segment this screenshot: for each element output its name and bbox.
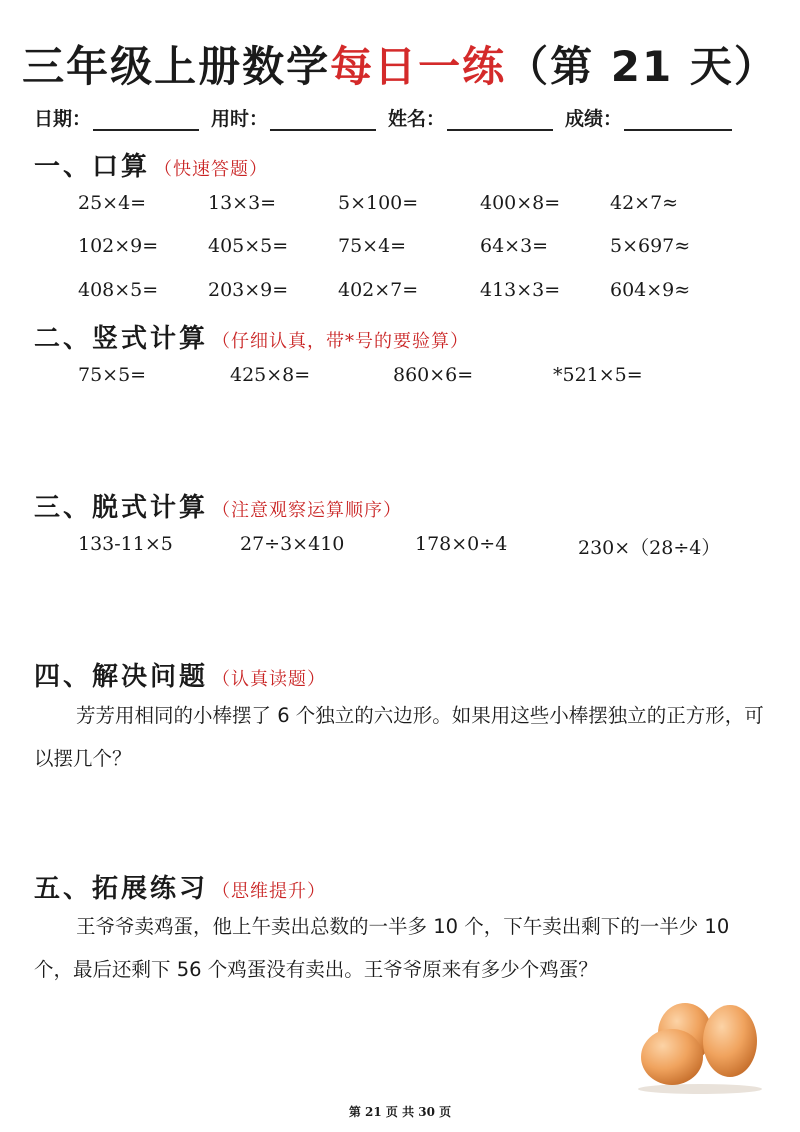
- oral-problem: 13×3=: [208, 192, 277, 214]
- date-field: [34, 104, 199, 131]
- section5-heading: [34, 868, 326, 905]
- page-title: [0, 34, 800, 94]
- section5-question: [34, 905, 764, 991]
- vertical-problem: 860×6=: [393, 364, 474, 386]
- page-footer: 第 21 页 共 30 页: [348, 1105, 452, 1119]
- oral-problem: 203×9=: [208, 279, 289, 301]
- section2-heading: [34, 318, 469, 355]
- section1-title: 一、口算: [34, 152, 151, 182]
- oral-problem: 408×5=: [78, 279, 159, 301]
- time-blank[interactable]: [270, 109, 376, 131]
- name-label: 姓名：: [388, 108, 446, 130]
- section2-hint: （仔细认真，带*号的要验算）: [212, 331, 470, 352]
- score-label: 成绩：: [565, 108, 623, 130]
- vertical-problem: 425×8=: [230, 364, 311, 386]
- section4-hint: （认真读题）: [212, 669, 327, 690]
- date-label: 日期：: [34, 108, 92, 130]
- oral-problem: 402×7=: [338, 279, 419, 301]
- score-blank[interactable]: [624, 109, 732, 131]
- oral-problem: 25×4=: [78, 192, 147, 214]
- section4-title: 四、解决问题: [34, 662, 209, 692]
- name-blank[interactable]: [447, 109, 553, 131]
- info-row: [34, 104, 774, 131]
- name-field: [388, 104, 553, 131]
- section5-title: 五、拓展练习: [34, 874, 209, 904]
- date-blank[interactable]: [93, 109, 199, 131]
- oral-problem: 5×100=: [338, 192, 419, 214]
- section1-hint: （快速答题）: [154, 159, 269, 180]
- section4-text: 芳芳用相同的小棒摆了 6 个独立的六边形。如果用这些小棒摆独立的正方形，可以摆几个？: [34, 704, 764, 770]
- oral-problem: 75×4=: [338, 235, 407, 257]
- section1-heading: [34, 146, 268, 183]
- oral-problem: 64×3=: [480, 235, 549, 257]
- oral-problem: 5×697≈: [610, 235, 691, 257]
- stepwise-problem: 230×（28÷4）: [578, 537, 721, 559]
- oral-problem: 405×5=: [208, 235, 289, 257]
- title-main: 三年级上册数学: [22, 42, 331, 91]
- egg-icon: [703, 1005, 757, 1077]
- section2-title: 二、竖式计算: [34, 324, 209, 354]
- section3-heading: [34, 487, 402, 524]
- section5-text: 王爷爷卖鸡蛋，他上午卖出总数的一半多 10 个，下午卖出剩下的一半少 10 个，最后还剩下 56 个鸡蛋没有卖出。王爷爷原来有多少个鸡蛋？: [34, 915, 730, 981]
- title-highlight: 每日一练: [330, 42, 507, 91]
- title-day: （第 21 天）: [506, 42, 778, 91]
- stepwise-problem: 178×0÷4: [415, 533, 508, 555]
- eggs-image: [630, 995, 770, 1095]
- oral-problem: 400×8=: [480, 192, 561, 214]
- egg-icon: [641, 1029, 703, 1085]
- vertical-problem: *521×5=: [553, 364, 643, 386]
- oral-problem: 102×9=: [78, 235, 159, 257]
- section3-title: 三、脱式计算: [34, 493, 209, 523]
- section3-hint: （注意观察运算顺序）: [212, 500, 403, 521]
- section5-hint: （思维提升）: [212, 881, 327, 902]
- stepwise-problem: 27÷3×410: [240, 533, 345, 555]
- stepwise-problem: 133-11×5: [78, 533, 173, 555]
- oral-problem: 413×3=: [480, 279, 561, 301]
- oral-problem: 604×9≈: [610, 279, 691, 301]
- time-field: [211, 104, 376, 131]
- oral-problem: 42×7≈: [610, 192, 679, 214]
- score-field: [565, 104, 732, 131]
- time-label: 用时：: [211, 108, 269, 130]
- vertical-problem: 75×5=: [78, 364, 147, 386]
- section4-heading: [34, 656, 326, 693]
- egg-shadow: [638, 1084, 762, 1094]
- section4-question: [34, 694, 764, 780]
